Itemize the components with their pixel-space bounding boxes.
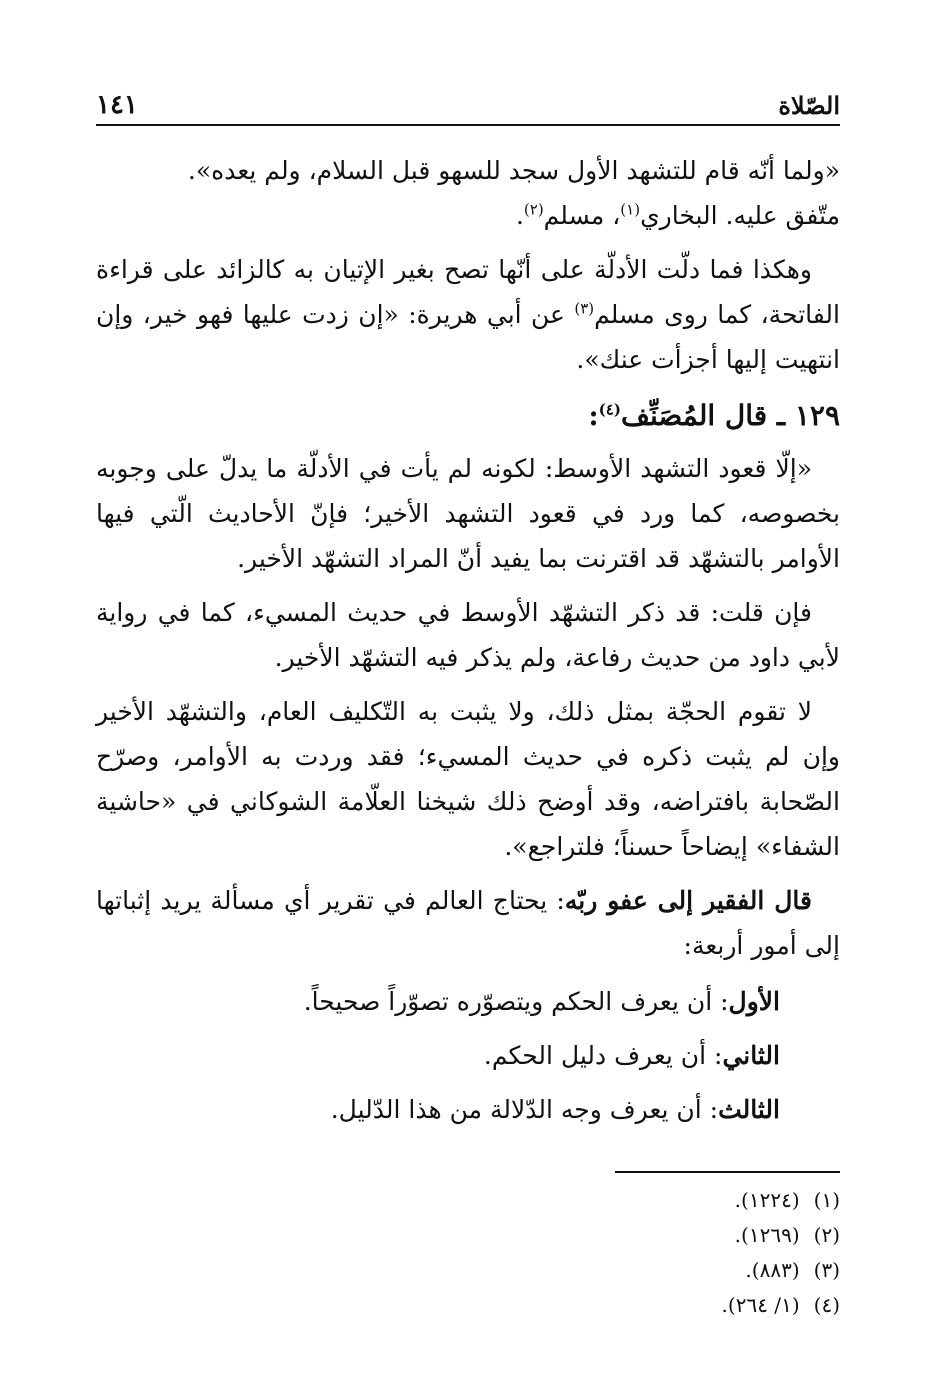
paragraph-response: لا تقوم الحجّة بمثل ذلك، ولا يثبت به التّكليف العام، والتشهّد الأخير وإن لم يثبت ذكره في حديث المسيء؛ فقد وردت به الأوامر، وصرّح الصّحابة بافتراضه، وقد أوضح ذلك شيخنا العلّامة الشوكاني في «حاشية الشفاء» إيضاحاً حسناً؛ فلتراجع».: [96, 697, 840, 861]
paragraph-fatiha: [96, 247, 840, 382]
chapter-title: الصّلاة: [778, 91, 840, 120]
paragraph-text-end: عن أبي هريرة: «إن زدت عليها فهو خير، وإن انتهيت إليها أجزأت عنك».: [96, 300, 840, 374]
paragraph-objection: فإن قلت: قد ذكر التشهّد الأوسط في حديث المسيء، كما في رواية لأبي داود من حديث رفاعة، ولم يذكر فيه التشهّد الأخير.: [96, 598, 840, 672]
footnote-ref-1[interactable]: (١): [620, 200, 641, 219]
footnote-divider: [615, 1171, 840, 1173]
footnote: [96, 1253, 840, 1288]
list-item: [96, 1031, 840, 1081]
list-item: [96, 1085, 840, 1135]
footnote: [96, 1288, 840, 1323]
footnote-text: (١/ ٢٦٤).: [721, 1293, 800, 1317]
list-item-text: : أن يعرف الحكم ويتصوّره تصوّراً صحيحاً.: [303, 987, 729, 1016]
paragraph-middle-tashahhud: «إلّا قعود التشهد الأوسط: لكونه لم يأت في الأدلّة ما يدلّ على وجوبه بخصوصه، كما ورد في قعود التشهد الأخير؛ فإنّ الأحاديث الّتي فيها الأوامر بالتشهّد قد اقترنت بما يفيد أنّ المراد التشهّد الأخير.: [96, 454, 840, 573]
section-heading-text: ١٢٩ ـ قال المُصَنِّف: [620, 399, 840, 432]
source-text-end: .: [515, 201, 524, 230]
list-item-text: : أن يعرف دليل الحكم.: [483, 1041, 723, 1070]
footnote-text: (٨٨٣).: [745, 1258, 800, 1282]
footnote: [96, 1218, 840, 1253]
source-text: متّفق عليه. البخاري: [640, 201, 840, 230]
footnote-mark: (٢): [813, 1223, 840, 1247]
footnote-mark: (٣): [813, 1258, 840, 1282]
main-text: [96, 148, 840, 1323]
page-number: ١٤١: [96, 90, 138, 120]
section-heading-colon: :: [588, 399, 599, 432]
footnotes: [96, 1183, 840, 1323]
footnote-ref-4[interactable]: (٤): [598, 400, 621, 419]
book-page: [96, 78, 840, 1341]
footnote-mark: (٤): [813, 1293, 840, 1317]
footnote-text: (١٢٦٩).: [734, 1223, 800, 1247]
footnote-ref-3[interactable]: (٣): [574, 299, 595, 318]
list-item: [96, 977, 840, 1027]
footnote-ref-2[interactable]: (٢): [523, 200, 544, 219]
footnote-text: (١٢٢٤).: [734, 1188, 800, 1212]
footnote-mark: (١): [813, 1188, 840, 1212]
list-item-label: الثاني: [722, 1041, 780, 1070]
author-label: قال الفقير إلى عفو ربّه: [564, 886, 813, 915]
paragraph-author-note: [96, 878, 840, 968]
list-item-label: الأول: [728, 987, 780, 1016]
paragraph-hadith-quote: [96, 148, 840, 238]
source-text-mid: ، مسلم: [543, 201, 621, 230]
section-heading: [96, 392, 840, 440]
list-item-label: الثالث: [718, 1095, 780, 1124]
author-note-text: : يحتاج العالم في تقرير أي مسألة يريد إثباتها إلى أمور أربعة:: [96, 886, 840, 960]
list-item-text: : أن يعرف وجه الدّلالة من هذا الدّليل.: [330, 1095, 719, 1124]
paragraph-text: وهكذا فما دلّت الأدلّة على أنّها تصح بغير الإتيان به كالزائد على قراءة الفاتحة، كما روى مسلم: [96, 255, 840, 329]
hadith-line: «ولما أنّه قام للتشهد الأول سجد للسهو قبل السلام، ولم يعده».: [187, 156, 840, 185]
running-header: [96, 78, 840, 126]
numbered-list: [96, 977, 840, 1135]
footnote: [96, 1183, 840, 1218]
